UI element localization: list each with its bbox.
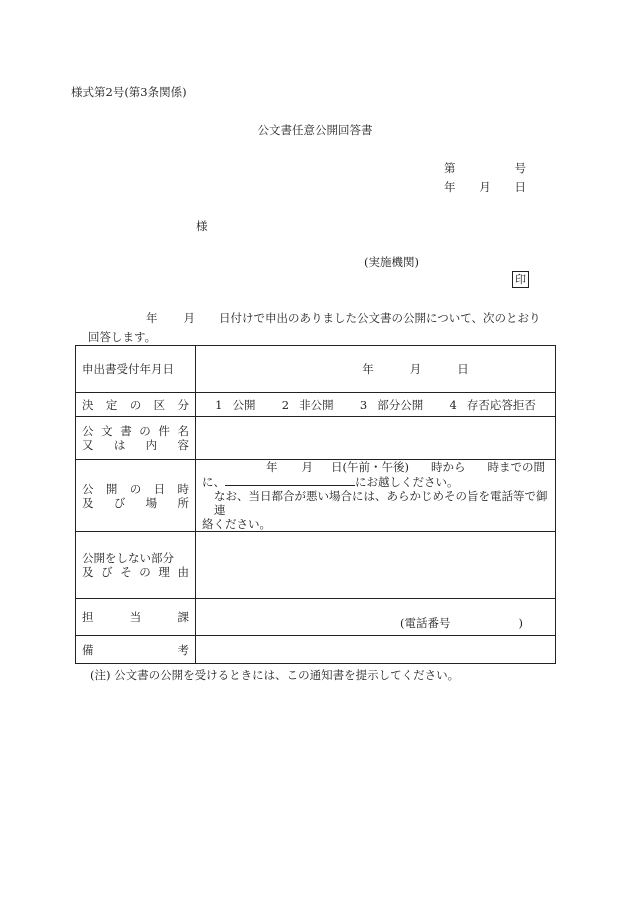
non-disclosure-label <box>76 532 196 599</box>
label-char: 日 <box>153 481 166 496</box>
receipt-date-row <box>76 346 556 393</box>
decision-options <box>196 393 556 417</box>
label-char: 分 <box>177 397 189 412</box>
label-char: 件 <box>158 424 170 438</box>
document-title: 公文書任意公開回答書 <box>257 123 373 137</box>
department-row <box>76 599 556 636</box>
date-year: 年 <box>444 180 456 194</box>
label-char: 文 <box>101 424 113 438</box>
label-char: の <box>139 424 151 438</box>
receipt-date-value <box>196 346 556 393</box>
notes-row <box>76 636 556 664</box>
label-char: の <box>139 565 151 579</box>
decision-option <box>215 398 255 412</box>
label-char: 又 <box>82 438 94 452</box>
disclosure-time-place-row <box>76 460 556 532</box>
time-from: 時から <box>430 460 466 474</box>
department-value <box>196 599 556 636</box>
intro-line-1 <box>146 311 541 325</box>
label-char: 内 <box>145 438 158 452</box>
non-disclosure-value <box>196 532 556 599</box>
document-date <box>444 180 526 194</box>
receipt-day: 日 <box>457 362 469 376</box>
label-line: 公開をしない部分 <box>82 551 174 565</box>
decision-option <box>282 398 334 412</box>
time-month: 月 <box>301 460 313 474</box>
addressee: 様 <box>196 219 208 233</box>
label-char: 区 <box>153 397 166 412</box>
place-blank <box>225 474 355 486</box>
label-char: 名 <box>177 424 189 438</box>
document-number <box>444 161 526 175</box>
label-char: 備 <box>82 642 94 657</box>
form-number: 様式第2号(第3条関係) <box>71 85 187 99</box>
notes-value <box>196 636 556 664</box>
label-char: 場 <box>145 495 158 510</box>
date-day: 日 <box>514 180 526 194</box>
time-year: 年 <box>266 460 278 474</box>
label-char: 及 <box>82 565 94 579</box>
receipt-year: 年 <box>362 362 374 376</box>
option-text: 存否応答拒否 <box>466 397 536 412</box>
label-char: び <box>113 495 126 510</box>
non-disclosure-row <box>76 532 556 599</box>
intro-year: 年 <box>146 311 158 325</box>
label-char: 由 <box>177 565 189 579</box>
decision-option <box>450 398 536 412</box>
label-char: 公 <box>82 424 94 438</box>
label-char: 理 <box>158 565 170 579</box>
label-char: の <box>129 397 142 412</box>
department-label <box>76 599 196 636</box>
option-number: 3 <box>359 397 368 412</box>
place-suffix: にお越しください。 <box>355 475 459 489</box>
time-until: 時までの間 <box>487 460 545 474</box>
label-char: 定 <box>105 397 118 412</box>
label-char: 決 <box>82 397 94 412</box>
phone-close: ) <box>518 616 523 630</box>
label-char: 容 <box>177 438 189 452</box>
label-char: 時 <box>177 481 189 496</box>
disclosure-time-place-value <box>196 460 556 532</box>
contact-note-line: なお、当日都合が悪い場合には、あらかじめその旨を電話等で御連 <box>214 489 548 517</box>
label-char: 考 <box>177 642 189 657</box>
document-name-label <box>76 417 196 460</box>
document-name-value <box>196 417 556 460</box>
label-char: 当 <box>129 610 142 624</box>
seal-mark: 印 <box>512 271 529 288</box>
number-suffix: 号 <box>514 161 526 175</box>
decision-option <box>360 398 423 412</box>
contact-note-line-2: 絡ください。 <box>202 517 271 531</box>
decision-row <box>76 393 556 417</box>
receipt-month: 月 <box>409 362 422 376</box>
number-prefix: 第 <box>444 161 456 175</box>
notes-label <box>76 636 196 664</box>
time-day: 日(午前・午後) <box>331 460 409 474</box>
response-table <box>75 345 556 664</box>
option-number: 1 <box>215 397 223 412</box>
label-char: 所 <box>177 495 189 510</box>
option-text: 部分公開 <box>377 397 424 412</box>
label-char: び <box>101 565 113 579</box>
implementing-agency: (実施機関) <box>364 255 419 269</box>
label-char: 担 <box>82 610 94 624</box>
phone-label: (電話番号 <box>400 616 451 630</box>
place-prefix: に、 <box>202 475 225 489</box>
option-number: 2 <box>281 397 290 412</box>
disclosure-time-place-label <box>76 460 196 532</box>
intro-line-2: 回答します。 <box>88 330 157 344</box>
receipt-date-label: 申出書受付年月日 <box>76 346 196 393</box>
document-name-row <box>76 417 556 460</box>
option-text: 公開 <box>232 397 256 412</box>
label-char: の <box>129 481 142 496</box>
date-month: 月 <box>479 180 491 194</box>
option-text: 非公開 <box>299 397 334 412</box>
label-char: 公 <box>82 481 94 496</box>
label-char: 開 <box>105 481 118 496</box>
label-char: 及 <box>82 495 94 510</box>
intro-text: 日付けで申出のありました公文書の公開について、次のとおり <box>219 311 541 325</box>
label-char: 書 <box>120 424 132 438</box>
label-char: は <box>113 438 126 452</box>
option-number: 4 <box>449 397 457 412</box>
disclosure-time-line <box>202 460 549 474</box>
label-char: そ <box>120 565 132 579</box>
intro-month: 月 <box>183 311 195 325</box>
decision-label <box>76 393 196 417</box>
footnote: (注) 公文書の公開を受けるときには、この通知書を提示してください。 <box>90 668 460 682</box>
disclosure-place-line <box>202 474 549 489</box>
label-char: 課 <box>177 610 189 624</box>
